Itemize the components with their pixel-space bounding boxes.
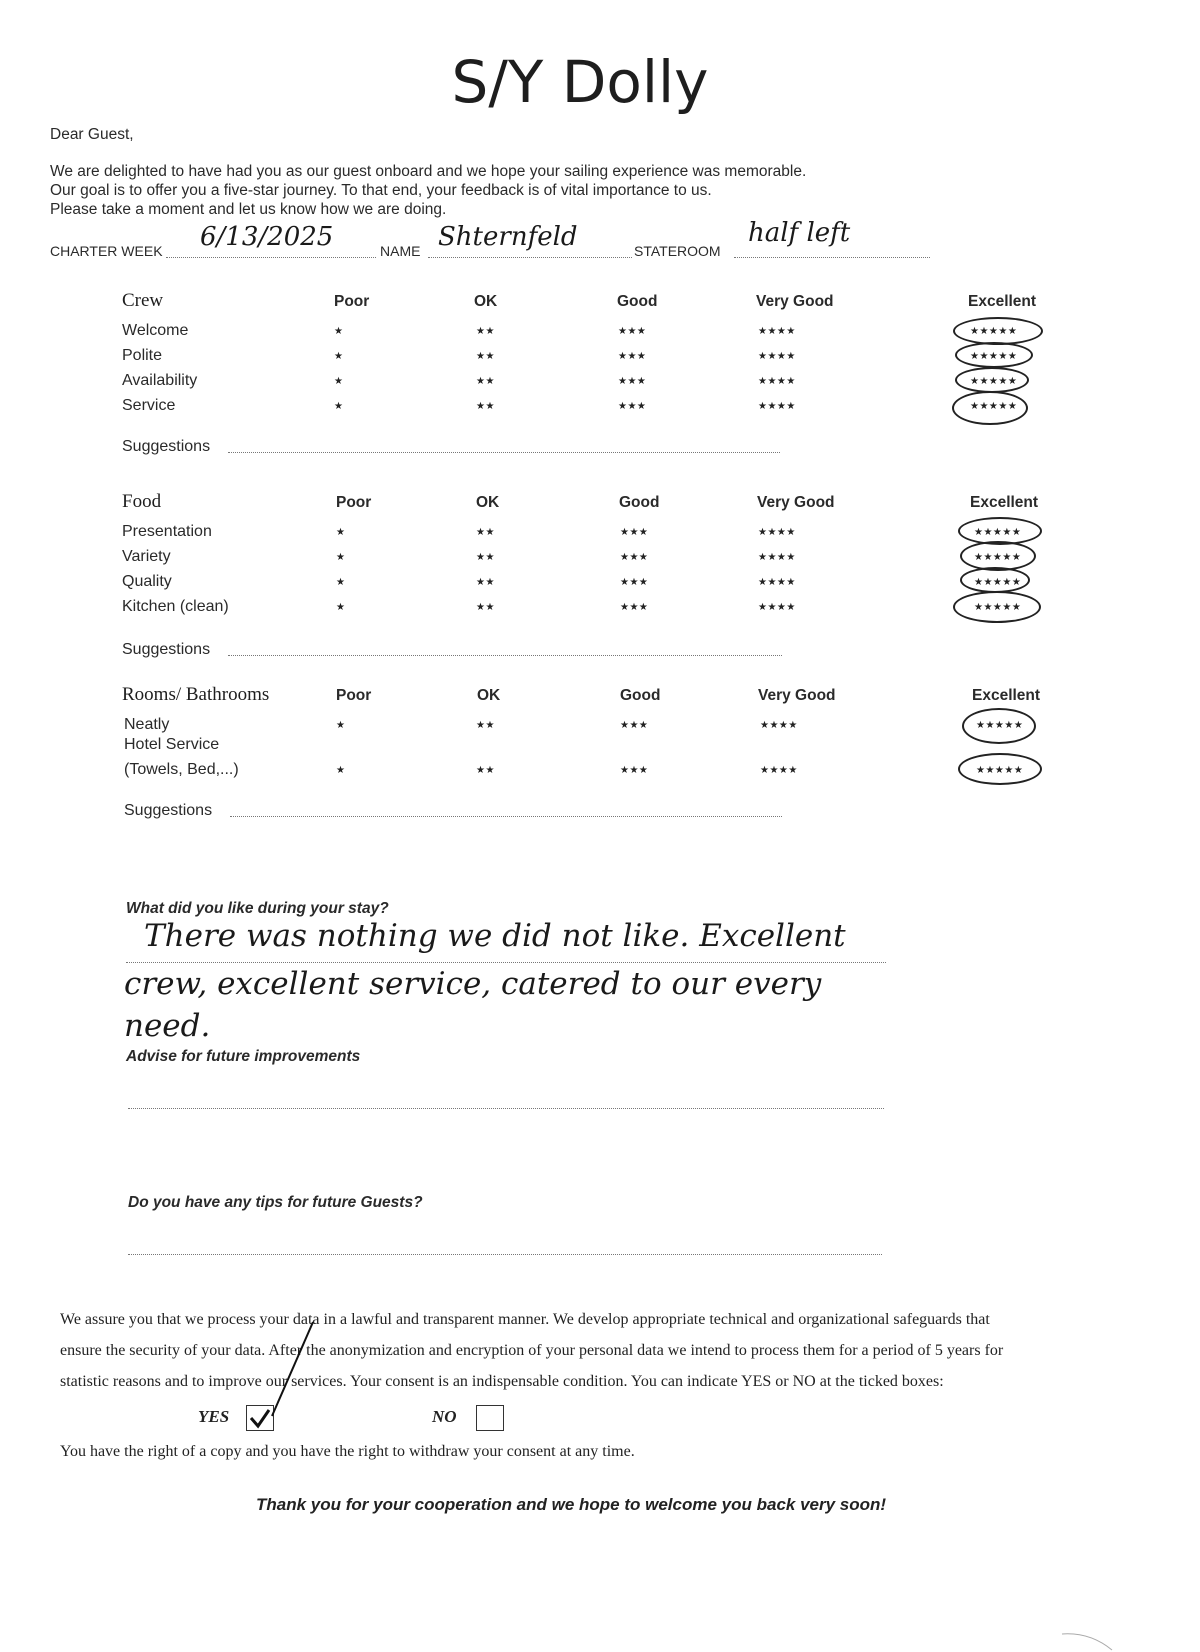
name-line (428, 257, 632, 258)
rooms-suggestions-label: Suggestions (124, 802, 213, 819)
row-label-availability: Availability (122, 372, 198, 389)
crew-suggestions-line[interactable] (228, 452, 780, 453)
section-title-crew: Crew (122, 290, 164, 311)
column-good: Good (619, 494, 660, 511)
rating-good[interactable]: ★★★ (618, 326, 647, 337)
consent-text-line-2: ensure the security of your data. After the anonymization and encryption of your personal data we intend to process them for a period of 5 years for (60, 1342, 1004, 1359)
column-very-good: Very Good (756, 293, 834, 310)
rating-ok[interactable]: ★★ (476, 720, 495, 731)
rating-poor[interactable]: ★ (334, 326, 344, 337)
rating-very-good[interactable]: ★★★★ (758, 351, 796, 362)
rating-very-good[interactable]: ★★★★ (758, 401, 796, 412)
liked-answer-line-3[interactable]: need. (124, 1008, 211, 1044)
name-value[interactable]: Shternfeld (438, 222, 578, 252)
question-tips: Do you have any tips for future Guests? (128, 1194, 423, 1211)
row-label-neatly: Neatly (124, 716, 170, 733)
section-title-rooms-bathrooms: Rooms/ Bathrooms (122, 684, 270, 705)
rating-ok[interactable]: ★★ (476, 401, 495, 412)
rating-excellent[interactable]: ★★★★★ (974, 527, 1022, 538)
rating-good[interactable]: ★★★ (620, 577, 649, 588)
intro-line-3: Please take a moment and let us know how we are doing. (50, 201, 447, 218)
rating-ok[interactable]: ★★ (476, 326, 495, 337)
column-good: Good (617, 293, 658, 310)
rooms-suggestions-line[interactable] (230, 816, 782, 817)
rating-poor[interactable]: ★ (336, 720, 346, 731)
rating-ok[interactable]: ★★ (476, 351, 495, 362)
rating-poor[interactable]: ★ (334, 401, 344, 412)
stateroom-line (734, 257, 930, 258)
selection-circle (953, 591, 1041, 623)
rating-very-good[interactable]: ★★★★ (758, 326, 796, 337)
rating-excellent[interactable]: ★★★★★ (976, 720, 1024, 731)
charter-week-value[interactable]: 6/13/2025 (200, 222, 334, 252)
rating-excellent[interactable]: ★★★★★ (974, 602, 1022, 613)
advise-answer-line[interactable] (128, 1108, 884, 1109)
rating-good[interactable]: ★★★ (620, 765, 649, 776)
yes-label: YES (198, 1407, 230, 1426)
rating-good[interactable]: ★★★ (620, 602, 649, 613)
selection-circle (955, 342, 1033, 368)
rating-excellent[interactable]: ★★★★★ (970, 401, 1018, 412)
name-label: NAME (380, 243, 421, 259)
row-label-service: Service (122, 397, 176, 414)
rating-excellent[interactable]: ★★★★★ (970, 326, 1018, 337)
rating-good[interactable]: ★★★ (618, 351, 647, 362)
selection-circle (960, 567, 1030, 593)
row-label-kitchen-clean: Kitchen (clean) (122, 598, 229, 615)
rating-poor[interactable]: ★ (336, 552, 346, 563)
column-very-good: Very Good (757, 494, 835, 511)
rating-ok[interactable]: ★★ (476, 765, 495, 776)
rating-excellent[interactable]: ★★★★★ (970, 376, 1018, 387)
rating-very-good[interactable]: ★★★★ (758, 527, 796, 538)
rating-good[interactable]: ★★★ (620, 552, 649, 563)
rating-poor[interactable]: ★ (336, 527, 346, 538)
row-label-welcome: Welcome (122, 322, 189, 339)
liked-answer-line (126, 962, 886, 963)
column-excellent: Excellent (970, 494, 1039, 511)
charter-week-line (166, 257, 376, 258)
row-label-presentation: Presentation (122, 523, 212, 540)
row-label-quality: Quality (122, 573, 172, 590)
rating-poor[interactable]: ★ (334, 376, 344, 387)
rating-excellent[interactable]: ★★★★★ (974, 577, 1022, 588)
rating-very-good[interactable]: ★★★★ (760, 720, 798, 731)
rating-good[interactable]: ★★★ (618, 376, 647, 387)
rating-very-good[interactable]: ★★★★ (758, 602, 796, 613)
consent-text-line-3: statistic reasons and to improve our services. Your consent is an indispensable condition. You can indicate YES or NO at the ticked boxes: (60, 1373, 944, 1390)
row-label-towels-bed: (Towels, Bed,...) (124, 761, 239, 778)
column-excellent: Excellent (968, 293, 1037, 310)
column-ok: OK (474, 293, 498, 310)
rating-ok[interactable]: ★★ (476, 552, 495, 563)
column-ok: OK (476, 494, 500, 511)
rating-excellent[interactable]: ★★★★★ (974, 552, 1022, 563)
intro-line-2: Our goal is to offer you a five-star journey. To that end, your feedback is of vital importance to us. (50, 182, 712, 199)
rating-good[interactable]: ★★★ (618, 401, 647, 412)
rating-ok[interactable]: ★★ (476, 577, 495, 588)
rating-ok[interactable]: ★★ (476, 527, 495, 538)
page-curl-mark (1060, 1630, 1120, 1652)
rating-very-good[interactable]: ★★★★ (760, 765, 798, 776)
intro-line-1: We are delighted to have had you as our guest onboard and we hope your sailing experience was memorable. (50, 163, 807, 180)
rating-poor[interactable]: ★ (336, 577, 346, 588)
rating-poor[interactable]: ★ (336, 765, 346, 776)
section-title-food: Food (122, 491, 162, 512)
consent-text-line-1: We assure you that we process your data in a lawful and transparent manner. We develop appropriate technical and organizational safeguards that (60, 1311, 990, 1328)
column-excellent: Excellent (972, 687, 1041, 704)
charter-week-label: CHARTER WEEK (50, 243, 163, 259)
form-title: S/Y Dolly (451, 48, 709, 116)
selection-circle (952, 391, 1028, 425)
row-label-polite: Polite (122, 347, 163, 364)
column-ok: OK (477, 687, 501, 704)
rating-excellent[interactable]: ★★★★★ (970, 351, 1018, 362)
selection-circle (955, 367, 1029, 393)
rating-very-good[interactable]: ★★★★ (758, 577, 796, 588)
question-liked: What did you like during your stay? (126, 900, 389, 917)
question-advise: Advise for future improvements (126, 1048, 361, 1065)
rating-excellent[interactable]: ★★★★★ (976, 765, 1024, 776)
column-poor: Poor (334, 293, 370, 310)
selection-circle (953, 317, 1043, 345)
checkmark-stroke-icon (268, 1320, 318, 1420)
rating-good[interactable]: ★★★ (620, 527, 649, 538)
selection-circle (962, 708, 1036, 744)
tips-answer-line[interactable] (128, 1254, 882, 1255)
column-poor: Poor (336, 687, 372, 704)
rating-poor[interactable]: ★ (334, 351, 344, 362)
row-label-variety: Variety (122, 548, 171, 565)
selection-circle (958, 753, 1042, 785)
column-good: Good (620, 687, 661, 704)
row-label-hotel-service: Hotel Service (124, 736, 220, 753)
no-label: NO (432, 1407, 457, 1426)
liked-answer-line-1[interactable]: There was nothing we did not like. Excellent (144, 918, 846, 954)
rating-very-good[interactable]: ★★★★ (758, 376, 796, 387)
liked-answer-line-2[interactable]: crew, excellent service, catered to our every (124, 966, 822, 1002)
stateroom-value[interactable]: half left (748, 218, 851, 248)
rating-good[interactable]: ★★★ (620, 720, 649, 731)
consent-rights: You have the right of a copy and you have the right to withdraw your consent at any time. (60, 1443, 635, 1460)
column-very-good: Very Good (758, 687, 836, 704)
rating-very-good[interactable]: ★★★★ (758, 552, 796, 563)
rating-poor[interactable]: ★ (336, 602, 346, 613)
crew-suggestions-label: Suggestions (122, 438, 211, 455)
food-suggestions-line[interactable] (228, 655, 782, 656)
stateroom-label: STATEROOM (634, 243, 721, 259)
food-suggestions-label: Suggestions (122, 641, 211, 658)
no-checkbox[interactable] (476, 1405, 504, 1431)
thanks-message: Thank you for your cooperation and we hope to welcome you back very soon! (256, 1495, 887, 1514)
rating-ok[interactable]: ★★ (476, 602, 495, 613)
rating-ok[interactable]: ★★ (476, 376, 495, 387)
greeting: Dear Guest, (50, 126, 134, 143)
column-poor: Poor (336, 494, 372, 511)
